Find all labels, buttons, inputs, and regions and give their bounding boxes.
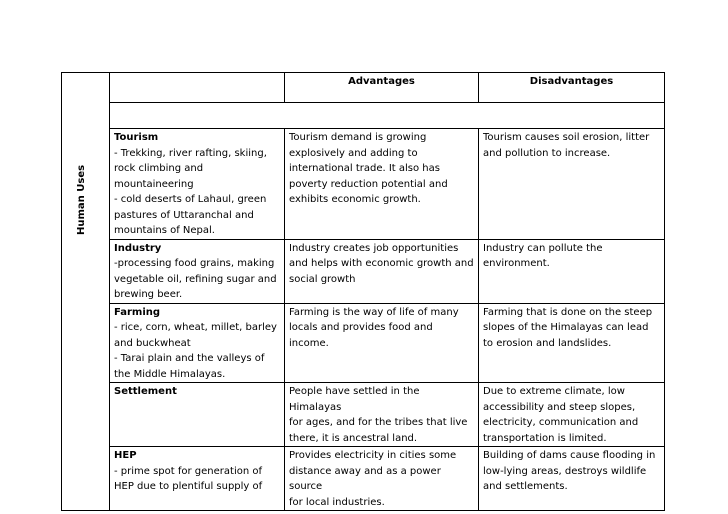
use-detail-line: the Middle Himalayas. <box>114 368 226 380</box>
advantage-line: for ages, and for the tribes that live <box>289 417 468 428</box>
advantages-cell <box>285 239 479 303</box>
side-label: Human Uses <box>76 164 87 235</box>
advantage-line: and helps with economic growth and <box>289 258 474 269</box>
use-title: Settlement <box>114 386 177 397</box>
disadvantage-line: accessibility and steep slopes, <box>483 401 636 413</box>
human-uses-table <box>61 72 665 511</box>
disadvantages-cell <box>479 303 665 383</box>
use-detail-line: rock climbing and mountaineering <box>114 163 204 190</box>
header-advantages: Advantages <box>285 73 479 103</box>
advantage-line: Tourism demand is growing <box>289 132 427 143</box>
disadvantage-line: and settlements. <box>483 481 568 492</box>
disadvantage-line: electricity, communication and <box>483 417 639 428</box>
advantage-line: for local industries. <box>289 496 385 508</box>
disadvantage-line: Farming that is done on the steep <box>483 306 653 318</box>
advantages-cell <box>285 383 479 447</box>
use-title: Industry <box>114 242 162 254</box>
advantage-line: poverty reduction potential and <box>289 178 448 190</box>
advantages-cell <box>285 303 479 383</box>
disadvantage-line: environment. <box>483 258 550 269</box>
disadvantage-line: and pollution to increase. <box>483 147 611 159</box>
advantage-line: exhibits economic growth. <box>289 194 421 205</box>
use-title: Tourism <box>114 132 159 143</box>
advantage-line: there, it is ancestral land. <box>289 432 418 444</box>
advantage-line: international trade. It also has <box>289 163 440 174</box>
use-cell <box>110 129 285 240</box>
header-disadvantages: Disadvantages <box>479 73 665 103</box>
use-detail-line: HEP due to plentiful supply of <box>114 481 263 492</box>
advantage-line: People have settled in the Himalayas <box>289 386 420 413</box>
use-cell <box>110 383 285 447</box>
advantage-line: social growth <box>289 273 356 285</box>
table-row <box>62 239 665 303</box>
disadvantages-cell <box>479 447 665 511</box>
advantage-line: locals and provides food and income. <box>289 322 433 349</box>
disadvantage-line: Due to extreme climate, low <box>483 386 625 397</box>
use-cell <box>110 303 285 383</box>
advantage-line: distance away and as a power source <box>289 465 441 492</box>
disadvantage-line: Tourism causes soil erosion, litter <box>483 132 650 143</box>
disadvantage-line: transportation is limited. <box>483 432 607 444</box>
use-detail-line: - prime spot for generation of <box>114 465 263 477</box>
spacer-row <box>62 103 665 129</box>
disadvantage-line: Industry can pollute the <box>483 242 603 254</box>
header-blank-cell <box>110 73 285 103</box>
use-cell <box>110 447 285 511</box>
use-detail-line: - Trekking, river rafting, skiing, <box>114 147 267 159</box>
advantage-line: Provides electricity in cities some <box>289 450 457 461</box>
use-detail-line: brewing beer. <box>114 289 183 300</box>
disadvantages-cell <box>479 239 665 303</box>
use-title: HEP <box>114 450 137 461</box>
disadvantage-line: to erosion and landslides. <box>483 337 612 349</box>
advantages-cell <box>285 447 479 511</box>
use-detail-line: - Tarai plain and the valleys of <box>114 353 265 364</box>
use-detail-line: pastures of Uttaranchal and <box>114 209 254 221</box>
use-detail-line: -processing food grains, making <box>114 258 275 269</box>
use-detail-line: - rice, corn, wheat, millet, barley <box>114 322 277 333</box>
disadvantage-line: low-lying areas, destroys wildlife <box>483 465 647 477</box>
advantage-line: Industry creates job opportunities <box>289 242 459 254</box>
advantage-line: explosively and adding to <box>289 147 418 159</box>
side-label-cell <box>62 73 110 511</box>
header-row <box>62 73 665 103</box>
disadvantages-cell <box>479 383 665 447</box>
advantage-line: Farming is the way of life of many <box>289 306 459 318</box>
table-row <box>62 303 665 383</box>
use-cell <box>110 239 285 303</box>
use-title: Farming <box>114 306 161 318</box>
use-detail-line: vegetable oil, refining sugar and <box>114 273 277 285</box>
table-row <box>62 447 665 511</box>
use-detail-line: - cold deserts of Lahaul, green <box>114 194 267 205</box>
spacer-cell <box>110 103 665 129</box>
table-row <box>62 129 665 240</box>
disadvantage-line: slopes of the Himalayas can lead <box>483 322 649 333</box>
table-row <box>62 383 665 447</box>
use-detail-line: and buckwheat <box>114 337 191 349</box>
disadvantages-cell <box>479 129 665 240</box>
use-detail-line: mountains of Nepal. <box>114 225 215 236</box>
advantages-cell <box>285 129 479 240</box>
disadvantage-line: Building of dams cause flooding in <box>483 450 656 461</box>
